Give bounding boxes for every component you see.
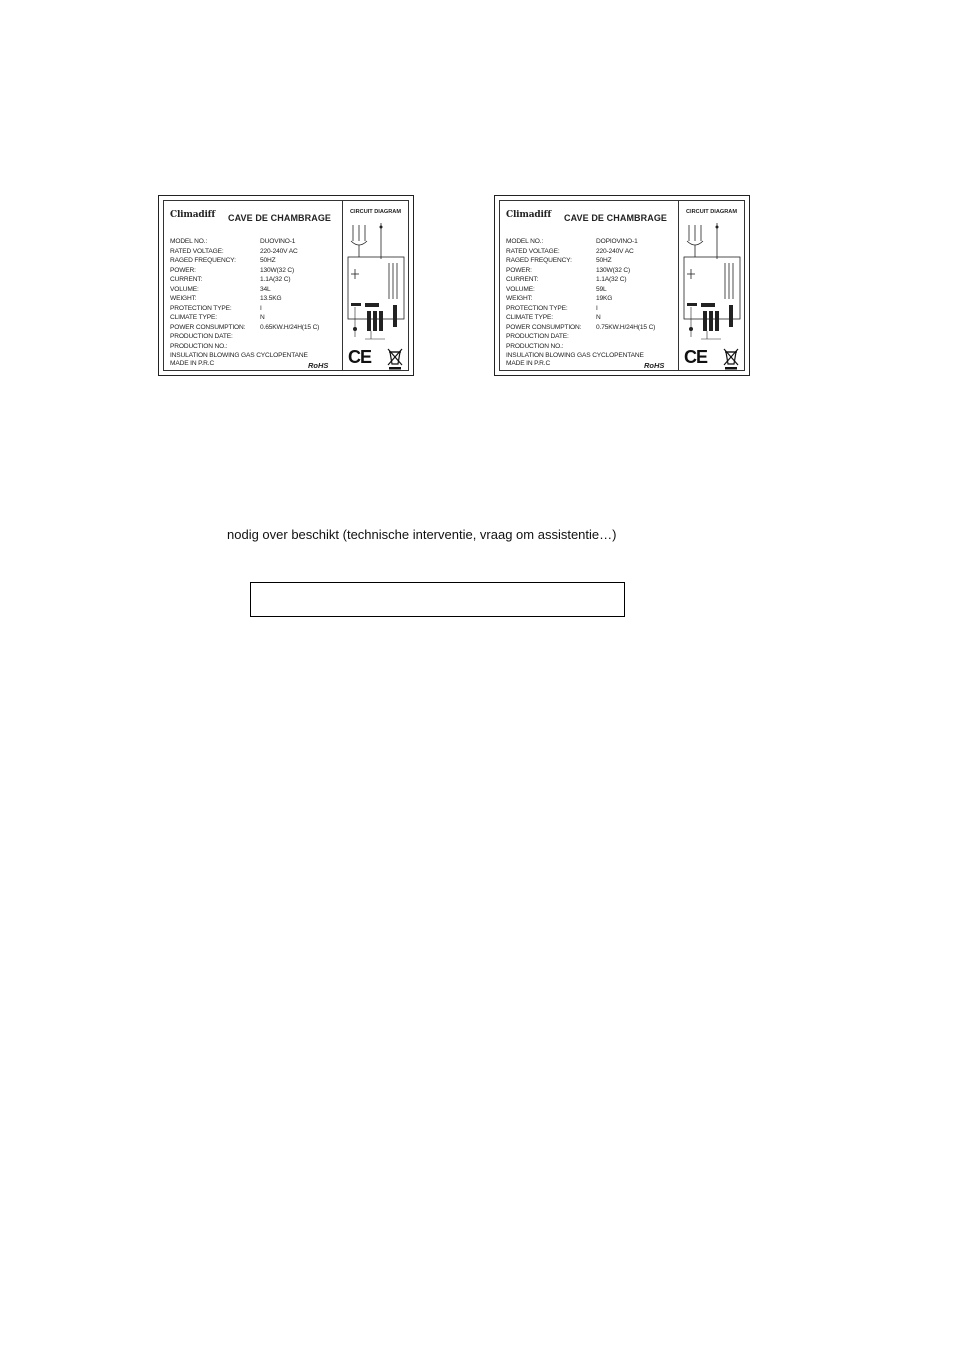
spec-key: PRODUCTION NO.: xyxy=(506,342,564,350)
spec-key: RATED VOLTAGE: xyxy=(170,247,224,255)
spec-value: 1.1A(32 C) xyxy=(596,276,627,283)
spec-value: 0.75KW.H/24H(15 C) xyxy=(596,323,656,331)
spec-value: 13.5KG xyxy=(260,295,282,302)
spec-key: WEIGHT: xyxy=(506,295,533,302)
spec-key: INSULATION BLOWING GAS CYCLOPENTANE xyxy=(506,352,644,359)
spec-key: VOLUME: xyxy=(506,285,535,293)
plate-frame xyxy=(163,200,409,371)
spec-key: RAGED FREQUENCY: xyxy=(506,257,572,264)
spec-value: DOPIOVINO-1 xyxy=(596,238,638,245)
circuit-panel xyxy=(342,201,408,370)
spec-row xyxy=(170,304,342,314)
spec-value: 34L xyxy=(260,285,271,293)
spec-value: 220-240V AC xyxy=(260,247,298,255)
spec-row xyxy=(170,294,342,304)
spec-key: PRODUCTION DATE: xyxy=(170,333,233,340)
spec-key: POWER: xyxy=(170,266,196,274)
spec-row xyxy=(506,256,678,266)
rohs-mark: RoHS xyxy=(308,361,329,370)
rating-plate-duovino xyxy=(158,195,414,376)
spec-value: 130W(32 C) xyxy=(260,266,295,274)
weee-bin-icon xyxy=(387,348,403,370)
spec-row xyxy=(506,323,678,333)
made-in-text: MADE IN P.R.C xyxy=(170,360,215,367)
spec-key: CLIMATE TYPE: xyxy=(170,314,217,321)
spec-row xyxy=(506,275,678,285)
spec-key: PROTECTION TYPE: xyxy=(170,304,232,312)
brand-header xyxy=(170,210,340,228)
spec-row xyxy=(506,237,678,247)
spec-row xyxy=(506,285,678,295)
spec-row xyxy=(170,256,342,266)
circuit-diagram-title: CIRCUIT DIAGRAM xyxy=(350,209,401,215)
spec-value: DUOVINO-1 xyxy=(260,238,296,245)
spec-key: MODEL NO.: xyxy=(170,238,208,245)
spec-value: 1.1A(32 C) xyxy=(260,276,291,283)
rating-plate-dopiovino xyxy=(494,195,750,376)
spec-row xyxy=(170,313,342,323)
rohs-mark: RoHS xyxy=(644,361,665,370)
spec-value: 130W(32 C) xyxy=(596,266,631,274)
spec-value: I xyxy=(260,304,262,312)
spec-list xyxy=(506,237,678,361)
spec-key: CURRENT: xyxy=(506,276,539,283)
spec-row xyxy=(170,247,342,257)
spec-key: POWER CONSUMPTION: xyxy=(170,323,246,331)
spec-row xyxy=(170,332,342,342)
brand-header xyxy=(506,210,676,228)
spec-row xyxy=(506,247,678,257)
spec-key: INSULATION BLOWING GAS CYCLOPENTANE xyxy=(170,352,308,359)
spec-row xyxy=(170,342,342,352)
spec-key: MODEL NO.: xyxy=(506,238,544,245)
plate-spec-panel xyxy=(164,201,342,370)
brand-logo: Climadiff xyxy=(506,210,552,220)
spec-key: PRODUCTION DATE: xyxy=(506,333,569,340)
ce-mark: CE xyxy=(684,347,708,367)
spec-value: 19KG xyxy=(596,295,613,302)
plate-title: CAVE DE CHAMBRAGE xyxy=(564,213,668,223)
spec-value: N xyxy=(596,314,601,321)
spec-row xyxy=(506,342,678,352)
plate-spec-panel xyxy=(500,201,678,370)
spec-row xyxy=(506,266,678,276)
spec-list xyxy=(170,237,342,361)
plate-frame xyxy=(499,200,745,371)
spec-value: 0.65KW.H/24H(15 C) xyxy=(260,323,320,331)
made-in-text: MADE IN P.R.C xyxy=(506,360,551,367)
spec-key: POWER: xyxy=(506,266,532,274)
spec-row xyxy=(506,294,678,304)
circuit-diagram-icon xyxy=(681,219,745,345)
info-entry-box[interactable] xyxy=(250,582,625,617)
spec-row xyxy=(506,313,678,323)
spec-key: RATED VOLTAGE: xyxy=(506,247,560,255)
spec-value: 220-240V AC xyxy=(596,247,634,255)
spec-value: N xyxy=(260,314,265,321)
spec-row xyxy=(170,323,342,333)
spec-value: I xyxy=(596,304,598,312)
spec-row xyxy=(170,275,342,285)
spec-key: WEIGHT: xyxy=(170,295,197,302)
spec-key: VOLUME: xyxy=(170,285,199,293)
spec-row xyxy=(506,332,678,342)
plate-title: CAVE DE CHAMBRAGE xyxy=(228,213,332,223)
spec-value: 50HZ xyxy=(596,257,612,264)
spec-value: 50HZ xyxy=(260,257,276,264)
circuit-diagram-title: CIRCUIT DIAGRAM xyxy=(686,209,737,215)
spec-key: PRODUCTION NO.: xyxy=(170,342,228,350)
spec-row xyxy=(170,285,342,295)
weee-bin-icon xyxy=(723,348,739,370)
circuit-diagram-icon xyxy=(345,219,409,345)
spec-key: RAGED FREQUENCY: xyxy=(170,257,236,264)
spec-key: PROTECTION TYPE: xyxy=(506,304,568,312)
brand-logo: Climadiff xyxy=(170,210,216,220)
spec-value: 59L xyxy=(596,285,607,293)
circuit-panel xyxy=(678,201,744,370)
spec-row xyxy=(170,266,342,276)
spec-key: CLIMATE TYPE: xyxy=(506,314,553,321)
instruction-text: nodig over beschikt (technische interventie, vraag om assistentie…) xyxy=(227,527,617,542)
spec-key: CURRENT: xyxy=(170,276,203,283)
spec-row xyxy=(170,237,342,247)
ce-mark: CE xyxy=(348,347,372,367)
spec-key: POWER CONSUMPTION: xyxy=(506,323,582,331)
spec-row xyxy=(506,304,678,314)
